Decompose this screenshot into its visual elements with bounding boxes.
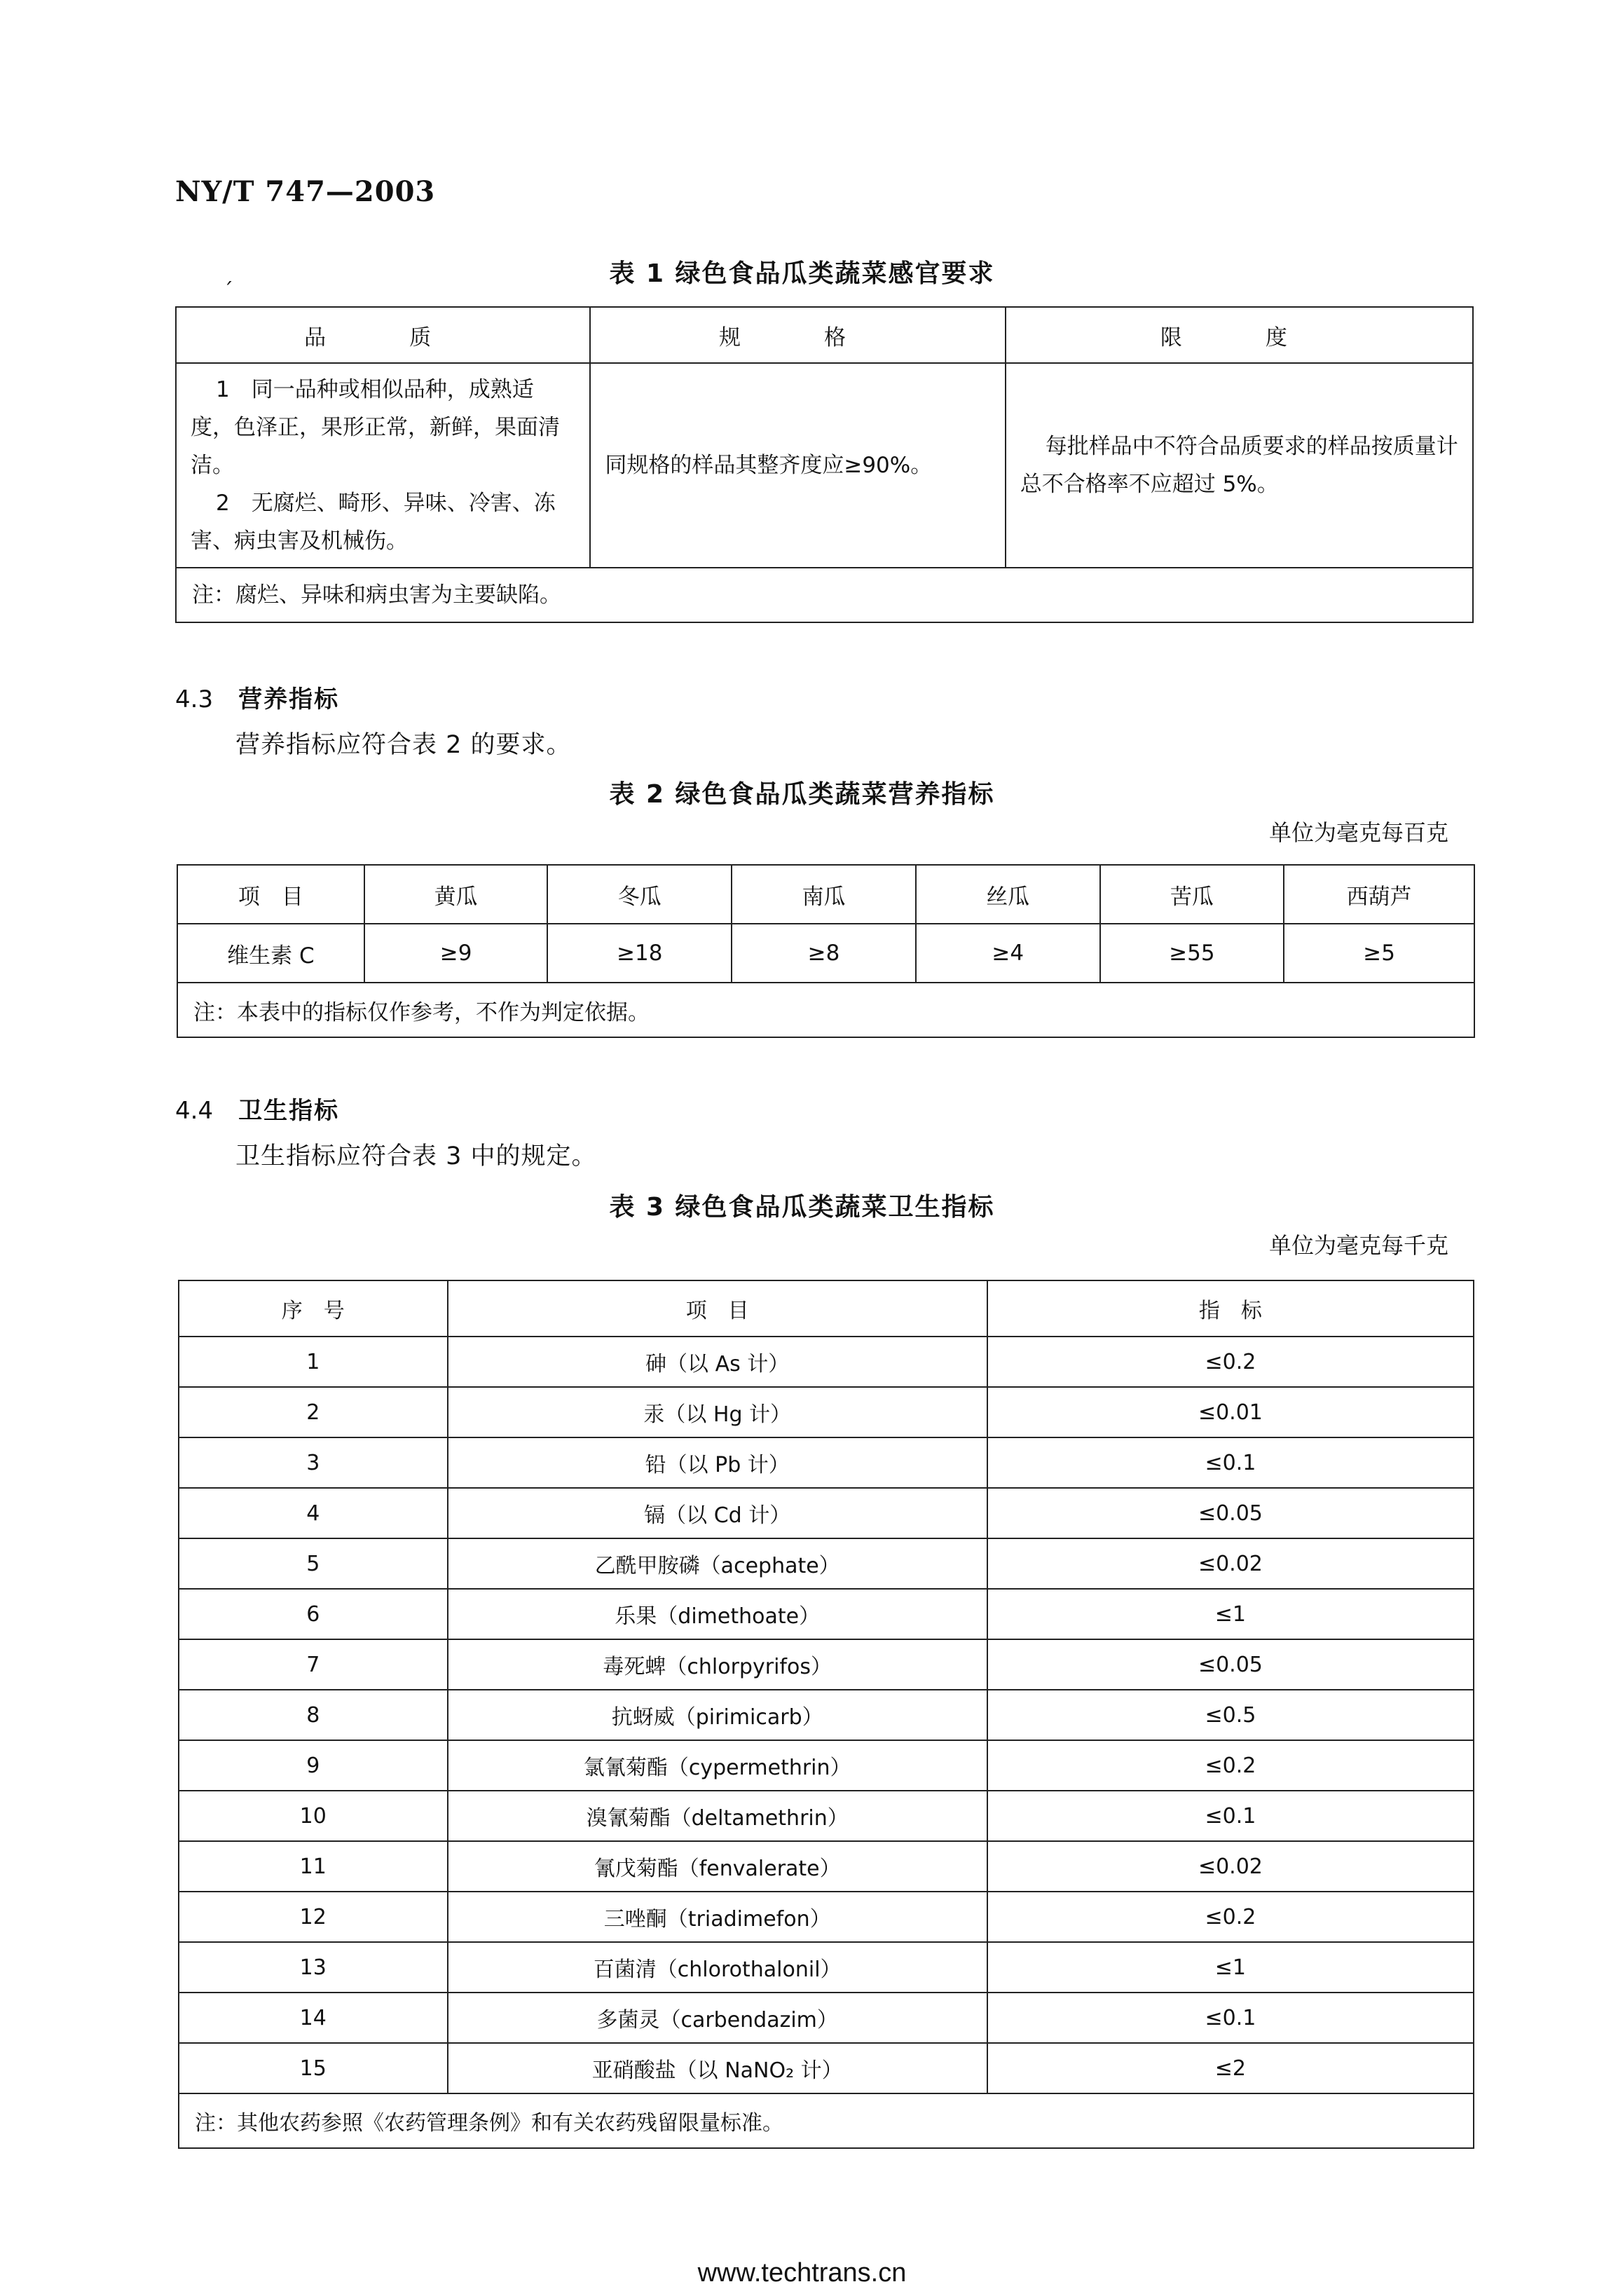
table2-note: 注：本表中的指标仅作参考，不作为判定依据。	[177, 983, 1474, 1037]
table2-cell: ≥18	[547, 924, 732, 983]
table-row	[179, 1690, 1474, 1740]
row-number: 9	[179, 1740, 448, 1791]
table1-body-row	[176, 363, 1473, 568]
row-item: 三唑酮（triadimefon）	[448, 1892, 987, 1942]
row-limit: ≤0.01	[987, 1387, 1474, 1437]
row-item: 抗蚜威（pirimicarb）	[448, 1690, 987, 1740]
section-number: 4.4	[175, 1097, 214, 1125]
table1-note-row	[176, 568, 1473, 622]
table2-header-item: 项 目	[177, 865, 364, 924]
table3-header-item: 项 目	[448, 1280, 987, 1337]
table1-header-quality: 品 质	[176, 307, 590, 363]
table-row	[179, 1841, 1474, 1892]
table2-header-luffa: 丝瓜	[916, 865, 1100, 924]
row-item: 铅（以 Pb 计）	[448, 1437, 987, 1488]
table1-sensory-requirements	[175, 306, 1474, 623]
row-limit: ≤0.1	[987, 1993, 1474, 2043]
row-limit: ≤0.05	[987, 1639, 1474, 1690]
table-row	[179, 1892, 1474, 1942]
table1-spec-cell: 同规格的样品其整齐度应≥90%。	[590, 363, 1005, 568]
row-number: 13	[179, 1942, 448, 1993]
table-row	[179, 2043, 1474, 2093]
table3-note: 注：其他农药参照《农药管理条例》和有关农药残留限量标准。	[179, 2093, 1474, 2148]
table3-unit: 单位为毫克每千克	[1268, 1232, 1448, 1259]
table2-unit: 单位为毫克每百克	[1268, 819, 1448, 846]
row-item: 氯氰菊酯（cypermethrin）	[448, 1740, 987, 1791]
table-row	[179, 1639, 1474, 1690]
table3-header-row	[179, 1280, 1474, 1337]
table1-header-spec: 规 格	[590, 307, 1005, 363]
row-number: 7	[179, 1639, 448, 1690]
table2-header-bitter-melon: 苦瓜	[1100, 865, 1284, 924]
table-row	[179, 1791, 1474, 1841]
row-item: 百菌清（chlorothalonil）	[448, 1942, 987, 1993]
row-limit: ≤0.2	[987, 1337, 1474, 1387]
table2-nutrition-index	[177, 864, 1475, 1038]
table1-limit-cell: 每批样品中不符合品质要求的样品按质量计总不合格率不应超过 5%。	[1006, 363, 1473, 568]
row-limit: ≤0.2	[987, 1892, 1474, 1942]
table2-caption: 表 2 绿色食品瓜类蔬菜营养指标	[609, 780, 995, 809]
table2-header-zucchini: 西葫芦	[1284, 865, 1474, 924]
table2-cell: 维生素 C	[177, 924, 364, 983]
row-limit: ≤0.1	[987, 1437, 1474, 1488]
stray-mark: ´	[223, 279, 233, 303]
row-item: 镉（以 Cd 计）	[448, 1488, 987, 1538]
table3-header-index: 指 标	[987, 1280, 1474, 1337]
row-item: 溴氰菊酯（deltamethrin）	[448, 1791, 987, 1841]
table-row	[179, 1589, 1474, 1639]
row-number: 14	[179, 1993, 448, 2043]
table2-vitamin-c-row	[177, 924, 1474, 983]
row-item: 砷（以 As 计）	[448, 1337, 987, 1387]
row-limit: ≤0.2	[987, 1740, 1474, 1791]
row-number: 1	[179, 1337, 448, 1387]
table2-header-pumpkin: 南瓜	[732, 865, 916, 924]
row-item: 汞（以 Hg 计）	[448, 1387, 987, 1437]
section-4-4-text: 卫生指标应符合表 3 中的规定。	[235, 1142, 597, 1170]
table2-cell: ≥9	[364, 924, 548, 983]
table-row	[179, 1488, 1474, 1538]
table3-header-no: 序 号	[179, 1280, 448, 1337]
standard-code: NY/T 747—2003	[175, 175, 436, 208]
table3-body	[179, 1337, 1474, 2093]
table1-quality-cell	[176, 363, 590, 568]
table1-header-limit: 限 度	[1006, 307, 1473, 363]
row-item: 亚硝酸盐（以 NaNO₂ 计）	[448, 2043, 987, 2093]
section-number: 4.3	[175, 685, 214, 713]
table1-header-row	[176, 307, 1473, 363]
row-number: 8	[179, 1690, 448, 1740]
row-limit: ≤0.02	[987, 1538, 1474, 1589]
row-limit: ≤0.02	[987, 1841, 1474, 1892]
section-4-4-heading	[175, 1091, 339, 1126]
section-4-3-text: 营养指标应符合表 2 的要求。	[235, 731, 572, 759]
table-row	[179, 1942, 1474, 1993]
row-limit: ≤0.1	[987, 1791, 1474, 1841]
section-4-3-heading	[175, 680, 339, 714]
row-number: 4	[179, 1488, 448, 1538]
row-item: 氰戊菊酯（fenvalerate）	[448, 1841, 987, 1892]
row-limit: ≤2	[987, 2043, 1474, 2093]
table3-note-row	[179, 2093, 1474, 2148]
row-item: 毒死蜱（chlorpyrifos）	[448, 1639, 987, 1690]
table3-caption: 表 3 绿色食品瓜类蔬菜卫生指标	[609, 1193, 995, 1222]
quality-line-2: 2 无腐烂、畸形、异味、冷害、冻害、病虫害及机械伤。	[191, 491, 556, 554]
table2-cell: ≥5	[1284, 924, 1474, 983]
section-title: 营养指标	[238, 685, 340, 713]
row-number: 6	[179, 1589, 448, 1639]
row-number: 5	[179, 1538, 448, 1589]
table-row	[179, 1538, 1474, 1589]
table2-cell: ≥55	[1100, 924, 1284, 983]
table2-cell: ≥8	[732, 924, 916, 983]
table-row	[179, 1740, 1474, 1791]
row-number: 15	[179, 2043, 448, 2093]
row-limit: ≤1	[987, 1589, 1474, 1639]
quality-line-1: 1 同一品种或相似品种，成熟适度，色泽正，果形正常，新鲜，果面清洁。	[191, 377, 560, 478]
table2-header-row	[177, 865, 1474, 924]
row-number: 2	[179, 1387, 448, 1437]
table-row	[179, 1337, 1474, 1387]
table3-hygiene-index	[178, 1280, 1474, 2149]
footer-url: www.techtrans.cn	[697, 2258, 907, 2288]
row-limit: ≤0.05	[987, 1488, 1474, 1538]
table-row	[179, 1437, 1474, 1488]
table1-caption: 表 1 绿色食品瓜类蔬菜感官要求	[609, 259, 995, 288]
row-number: 3	[179, 1437, 448, 1488]
table2-header-cucumber: 黄瓜	[364, 865, 548, 924]
row-limit: ≤1	[987, 1942, 1474, 1993]
row-number: 11	[179, 1841, 448, 1892]
table2-header-wax-gourd: 冬瓜	[547, 865, 732, 924]
row-item: 多菌灵（carbendazim）	[448, 1993, 987, 2043]
table2-cell: ≥4	[916, 924, 1100, 983]
table-row	[179, 1387, 1474, 1437]
section-title: 卫生指标	[238, 1097, 340, 1125]
row-item: 乐果（dimethoate）	[448, 1589, 987, 1639]
table1-note: 注：腐烂、异味和病虫害为主要缺陷。	[176, 568, 1473, 622]
table2-note-row	[177, 983, 1474, 1037]
row-limit: ≤0.5	[987, 1690, 1474, 1740]
row-item: 乙酰甲胺磷（acephate）	[448, 1538, 987, 1589]
row-number: 10	[179, 1791, 448, 1841]
table-row	[179, 1993, 1474, 2043]
row-number: 12	[179, 1892, 448, 1942]
